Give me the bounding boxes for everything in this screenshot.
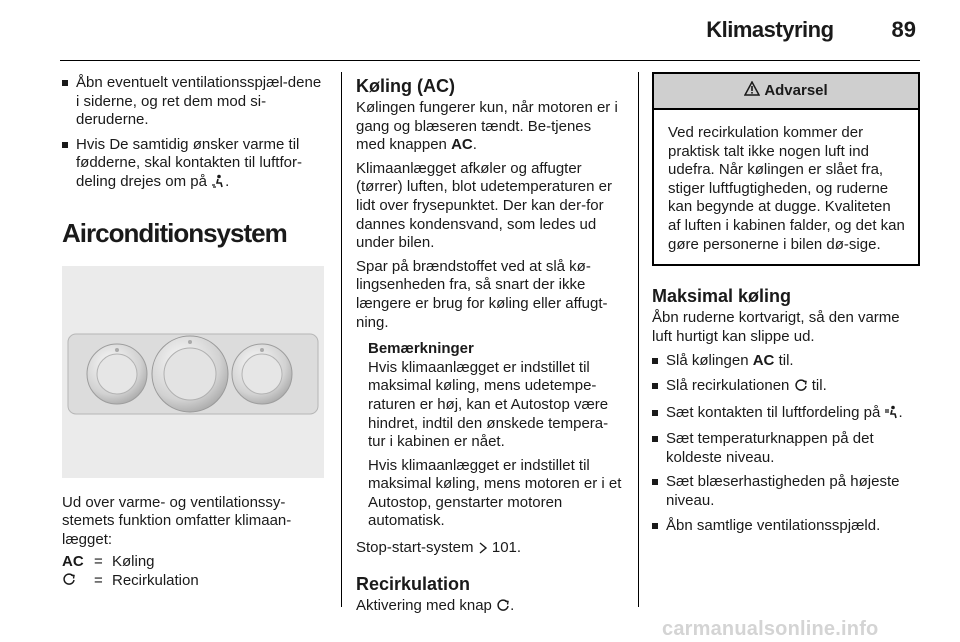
list-item [652,377,922,398]
warning-text: Ved recirkulation kommer der praktisk talt ikke nogen luft ind udefra. Når kølingen er slået fra, stiger luftfugtigheden, og ruderne kan begynde at dugge. Kvaliteten af luften i kabinen falder, og det kan gøre personerne i bilen dø-sige. [668,124,905,253]
bullet-text: Åbn samtlige ventilationsspjæld. [666,516,881,534]
paragraph-text: Aktivering med knap [356,596,492,614]
divider-right [638,72,639,607]
reference-page: 101. [491,539,522,557]
column-1 [62,72,324,592]
warning-header [654,74,918,110]
legend-label: Køling [112,553,155,571]
paragraph: Aktivering med knap . [356,597,624,618]
legend-row [62,553,324,572]
column-3 [652,72,922,535]
paragraph: Spar på brændstoffet ved at slå kø-lingsenheden fra, så snart der ikke længere er brug for køling eller affugt-ning. [356,257,608,331]
note-title: Bemærkninger [368,340,474,358]
bullet-text: til. [778,352,794,370]
list-item: Sæt kontakten til luftfordeling på . [652,404,922,425]
paragraph: Åbn ruderne kortvarigt, så den varme luft hurtigt kan slippe ud. [652,309,900,345]
bullet-text: til. [811,376,827,394]
bullet-text: Slå recirkulationen [666,376,790,394]
intro-text: Ud over varme- og ventilationssy-stemets funktion omfatter klimaan-lægget: [62,493,292,548]
page-ref-icon [478,541,488,560]
section-heading: Recirkulation [356,573,471,594]
section-heading: Køling (AC) [356,76,455,96]
watermark: carmanualsonline.info [662,618,879,640]
note-block [356,340,624,531]
list-item [652,473,922,510]
bullet-text: Åbn eventuelt ventilationsspjæl-dene i siderne, og ret dem mod si-deruderne. [76,74,322,129]
list-item [62,74,324,130]
bullet-text: Sæt blæserhastigheden på højeste niveau. [666,473,900,509]
bullet-text: Sæt kontakten til luftfordeling på [666,403,881,421]
climate-control-panel-image [62,266,324,478]
legend-equals: = [94,553,103,571]
cross-reference [356,539,624,560]
warning-icon [744,81,760,102]
note-text: Hvis klimaanlægget er indstillet til maksimal køling, mens udetempe-raturen er høj, kan et Autostop være hindret, indtil den ønskede tempera-tur i kabinen er nået. [368,358,609,451]
page-header [706,10,916,50]
legend-equals: = [94,571,103,589]
page-number: 89 [891,17,916,42]
bullet-text: Sæt temperaturknappen på det koldeste niveau. [666,430,874,466]
header-rule [60,60,920,61]
bullet-text: Hvis De samtidig ønsker varme til fødderne, skal kontakten til luftfor-deling drejes om på [76,135,302,190]
ac-button-label: AC [752,352,775,370]
recirculation-icon [496,598,510,618]
warning-title: Advarsel [764,81,828,99]
legend-label: Recirkulation [112,571,199,589]
column-2 [356,72,624,617]
paragraph [356,99,624,155]
note-text: Hvis klimaanlægget er indstillet til maksimal køling, mens motoren er i et Autostop, genstarter motoren automatisk. [368,456,622,530]
paragraph: Klimaanlægget afkøler og affugter (tørrer) luften, blot udetemperaturen er lidt over frysepunktet. Der kan der-for dannes kondensvand, som ledes ud under bilen. [356,159,612,252]
warning-box [652,72,920,266]
list-item [652,517,922,536]
face-vent-icon [884,405,898,425]
list-item: Hvis De samtidig ønsker varme til fødderne, skal kontakten til luftfor-deling drejes om på . [62,136,324,194]
divider-left [341,72,342,607]
section-heading: Airconditionsystem [62,217,287,248]
floor-vent-icon [211,174,225,194]
header-title: Klimastyring [706,17,834,42]
recirculation-icon [62,572,94,592]
recirculation-icon [794,378,808,398]
legend-row [62,572,324,592]
punctuation: . [472,136,477,154]
legend [62,553,324,591]
reference-text: Stop-start-system [356,539,474,557]
ac-button-label: AC [451,136,473,154]
list-item [652,352,922,371]
section-heading: Maksimal køling [652,286,792,307]
legend-key: AC [62,553,84,571]
paragraph-text: Kølingen fungerer kun, når motoren er i gang og blæseren tændt. Be-tjenes med knappen [356,99,618,154]
list-item [652,430,922,467]
bullet-text: Slå kølingen [666,352,749,370]
